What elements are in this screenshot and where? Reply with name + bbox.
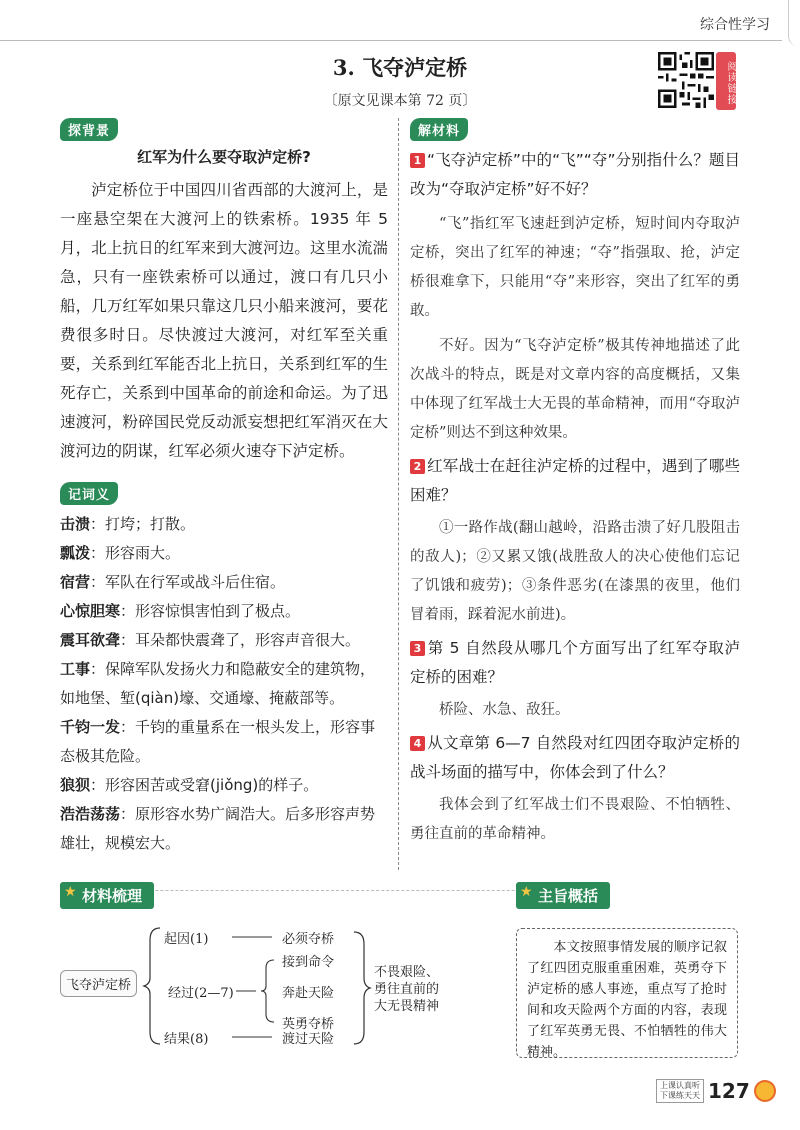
vocab-item: 千钧一发：千钧的重量系在一根头发上，形容事态极其危险。	[60, 718, 376, 765]
background-tag: 探背景	[60, 118, 118, 141]
background-subtitle: 红军为什么要夺取泸定桥?	[137, 148, 311, 166]
question-2: 2 红军战士在赶往泸定桥的过程中，遇到了哪些困难？	[410, 457, 740, 504]
answer: “飞”指红军飞速赶到泸定桥，短时间内夺取泸定桥，突出了红军的神速；“夺”指强取、抢，泸定桥很难拿下，只能用“夺”来形容，突出了红军的勇敢。	[410, 216, 740, 319]
vocab-item: 狼狈：形容困苦或受窘(jiǒng)的样子。	[60, 776, 319, 794]
mindmap	[60, 920, 460, 1060]
mindmap-branch: 经过(2—7)	[168, 986, 234, 1001]
mindmap-leaf: 必须夺桥	[282, 932, 335, 947]
question-3: 3 第 5 自然段从哪几个方面写出了红军夺取泸定桥的困难？	[410, 639, 740, 686]
star-icon: ★	[64, 884, 77, 900]
background-paragraph: 泸定桥位于中国四川省西部的大渡河上，是一座悬空架在大渡河上的铁索桥。1935 年 5 月，北上抗日的红军来到大渡河边。这里水流湍急，只有一座铁索桥可以通过，渡口有几只小船，几万红军如果只靠这几只小船来渡河，要花费很多时日。尽快渡过大渡河，对红军至关重要，关系到红军能否北上抗日，关系到红军的生死存亡，关系到中国革命的前途和命运。为了迅速渡河，粉碎国民党反动派妄想把红军消灭在大渡河边的阴谋，红军必须火速夺下泸定桥。	[60, 181, 388, 460]
summary-band: ★ 主旨概括	[516, 882, 610, 909]
answer: 桥险、水急、敌狂。	[439, 702, 570, 718]
vocab-item: 工事：保障军队发扬火力和隐蔽安全的建筑物，如地堡、堑(qiàn)壕、交通壕、掩蔽部等。	[60, 660, 376, 707]
vocab-item: 宿营：军队在行军或战斗后住宿。	[60, 573, 286, 591]
section-header: 综合性学习	[700, 17, 770, 33]
mindmap-branch: 结果(8)	[164, 1032, 209, 1047]
qr-code-icon[interactable]	[658, 52, 714, 108]
page-title: 3. 飞夺泸定桥	[332, 55, 468, 80]
vocab-item: 浩浩荡荡：原形容水势广阔浩大。后多形容声势雄壮，规模宏大。	[60, 805, 376, 852]
corner-tab	[788, 0, 800, 46]
mindmap-leaf: 接到命令	[282, 955, 335, 970]
answer: 我体会到了红军战士们不畏艰险、不怕牺牲、勇往直前的革命精神。	[410, 797, 740, 842]
column-divider	[398, 118, 399, 870]
analysis-tag: 解材料	[410, 118, 468, 141]
analysis-list	[410, 146, 740, 849]
mindmap-branch: 起因(1)	[164, 932, 209, 947]
footer-slogan: 上课认真听 下课练天天	[656, 1079, 704, 1103]
header-rule	[0, 40, 782, 41]
answer: 不好。因为“飞夺泸定桥”极其传神地描述了此次战斗的特点，既是对文章内容的高度概括，又集中体现了红军战士大无畏的革命精神，而用“夺取泸定桥”则达不到这种效果。	[410, 338, 740, 441]
reading-link-tab[interactable]: 阅读链接	[716, 52, 736, 110]
question-4: 4 从文章第 6—7 自然段对红四团夺取泸定桥的战斗场面的描写中，你体会到了什么？	[410, 734, 740, 781]
vocab-item: 击溃：打垮；打散。	[60, 515, 196, 533]
mindmap-conclusion: 不畏艰险、 勇往直前的 大无畏精神	[374, 965, 440, 1014]
vocab-item: 心惊胆寒：形容惊惧害怕到了极点。	[60, 602, 301, 620]
page-number: 127	[708, 1079, 750, 1103]
mindmap-band: ★ 材料梳理	[60, 882, 154, 909]
mindmap-leaf: 渡过天险	[282, 1032, 335, 1047]
mindmap-root: 飞夺泸定桥	[60, 970, 137, 997]
question-1: 1 “飞夺泸定桥”中的“飞”“夺”分别指什么？题目改为“夺取泸定桥”好不好？	[410, 151, 740, 198]
summary-box: 本文按照事情发展的顺序记叙了红四团克服重重困难，英勇夺下泸定桥的感人事迹，重点写了抢时间和攻天险两个方面的内容，表现了红军英勇无畏、不怕牺牲的伟大精神。	[516, 928, 738, 1058]
page-footer	[656, 1080, 776, 1102]
sun-icon	[754, 1080, 776, 1102]
vocab-item: 震耳欲聋：耳朵都快震聋了，形容声音很大。	[60, 631, 361, 649]
star-icon: ★	[520, 884, 533, 900]
mindmap-leaf: 奔赴天险	[282, 986, 335, 1001]
answer: ①一路作战(翻山越岭，沿路击溃了好几股阻击的敌人)；②又累又饿(战胜敌人的决心使他们忘记了饥饿和疲劳)；③条件恶劣(在漆黑的夜里，他们冒着雨，踩着泥水前进)。	[410, 520, 740, 623]
vocab-tag: 记词义	[60, 482, 118, 505]
source-reference: 〔原文见课本第 72 页〕	[323, 93, 477, 109]
vocab-list	[60, 510, 388, 858]
vocab-item: 瓢泼：形容雨大。	[60, 544, 181, 562]
mindmap-leaf: 英勇夺桥	[282, 1017, 335, 1032]
